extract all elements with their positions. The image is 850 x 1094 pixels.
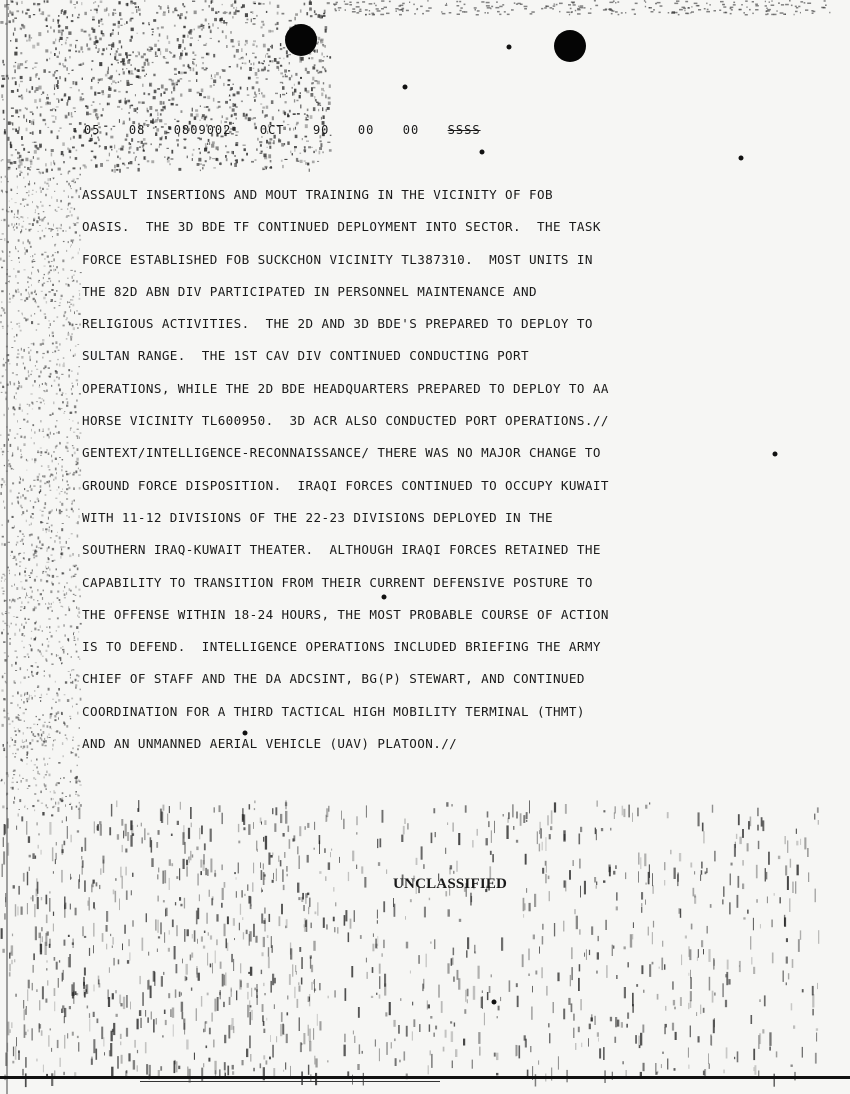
body-line: CHIEF OF STAFF AND THE DA ADCSINT, BG(P) STEWART, AND CONTINUED bbox=[82, 671, 585, 687]
body-line: IS TO DEFEND. INTELLIGENCE OPERATIONS INCLUDED BRIEFING THE ARMY bbox=[82, 639, 601, 655]
body-line: OASIS. THE 3D BDE TF CONTINUED DEPLOYMENT INTO SECTOR. THE TASK bbox=[82, 219, 601, 235]
punch-hole-right bbox=[554, 30, 586, 62]
message-body bbox=[82, 184, 732, 765]
body-line: WITH 11-12 DIVISIONS OF THE 22-23 DIVISIONS DEPLOYED IN THE bbox=[82, 509, 553, 525]
body-line: FORCE ESTABLISHED FOB SUCKCHON VICINITY TL387310. MOST UNITS IN bbox=[82, 251, 593, 267]
body-line: GENTEXT/INTELLIGENCE-RECONNAISSANCE/ THERE WAS NO MAJOR CHANGE TO bbox=[82, 445, 601, 461]
scan-left-edge bbox=[6, 0, 8, 1094]
body-line: RELIGIOUS ACTIVITIES. THE 2D AND 3D BDE'S PREPARED TO DEPLOY TO bbox=[82, 316, 593, 332]
body-line: GROUND FORCE DISPOSITION. IRAQI FORCES CONTINUED TO OCCUPY KUWAIT bbox=[82, 477, 609, 493]
header-fields: 05 08 0809002 OCT 90 00 00 bbox=[84, 123, 420, 137]
punch-hole-left bbox=[285, 24, 317, 56]
body-line: AND AN UNMANNED AERIAL VEHICLE (UAV) PLATOON.// bbox=[82, 736, 458, 752]
body-line: SOUTHERN IRAQ-KUWAIT THEATER. ALTHOUGH IRAQI FORCES RETAINED THE bbox=[82, 542, 601, 558]
bottom-rule bbox=[0, 1076, 850, 1079]
body-line: OPERATIONS, WHILE THE 2D BDE HEADQUARTERS PREPARED TO DEPLOY TO AA bbox=[82, 380, 609, 396]
body-line: COORDINATION FOR A THIRD TACTICAL HIGH MOBILITY TERMINAL (THMT) bbox=[82, 703, 585, 719]
body-line: ASSAULT INSERTIONS AND MOUT TRAINING IN THE VICINITY OF FOB bbox=[82, 187, 553, 202]
header-struck-text: SSSS bbox=[447, 123, 481, 137]
body-line: THE 82D ABN DIV PARTICIPATED IN PERSONNEL MAINTENANCE AND bbox=[82, 283, 537, 299]
body-line: CAPABILITY TO TRANSITION FROM THEIR CURRENT DEFENSIVE POSTURE TO bbox=[82, 574, 593, 590]
body-line: SULTAN RANGE. THE 1ST CAV DIV CONTINUED CONDUCTING PORT bbox=[82, 348, 529, 364]
bottom-rule-secondary bbox=[140, 1081, 440, 1082]
message-header-line bbox=[84, 123, 481, 137]
body-line: HORSE VICINITY TL600950. 3D ACR ALSO CONDUCTED PORT OPERATIONS.// bbox=[82, 413, 609, 429]
body-line: THE OFFENSE WITHIN 18-24 HOURS, THE MOST PROBABLE COURSE OF ACTION bbox=[82, 606, 609, 622]
classification-marking: UNCLASSIFIED bbox=[393, 876, 508, 892]
